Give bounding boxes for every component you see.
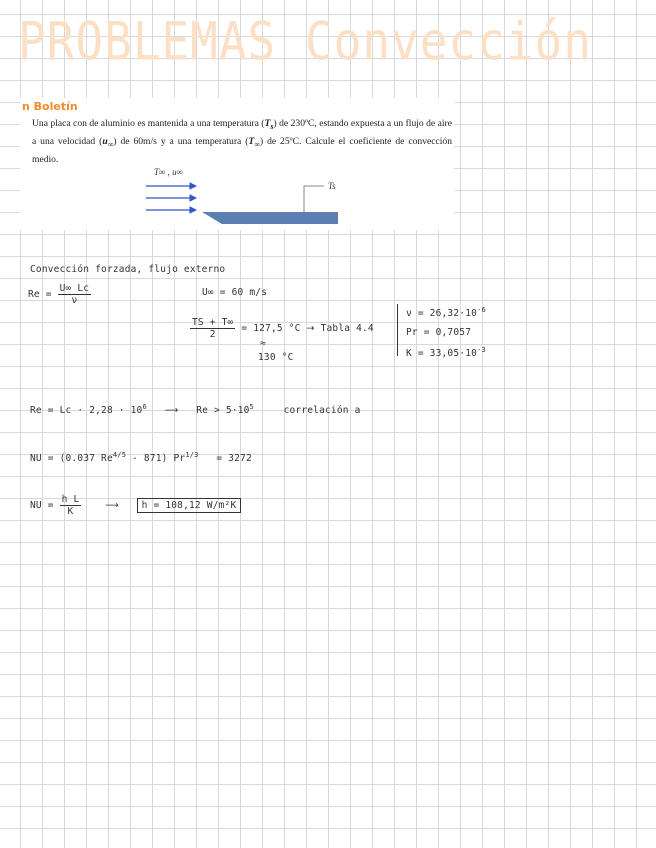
- flow-arrows: [146, 183, 196, 213]
- statement-part: ) de 25ºC. Calcule el coeficiente de convección medio.: [32, 135, 453, 165]
- statement-part: ) de 230ºC, estando expuesta a un flujo de aire a una velocidad (: [32, 118, 452, 147]
- statement-part: Una placa con de aluminio es mantenida a una temperatura (: [32, 118, 265, 129]
- final-answer: h = 108,12 W/m²K: [137, 498, 242, 513]
- surface-label: Ts: [328, 181, 336, 191]
- flow-label: T∞ , u∞: [154, 167, 184, 177]
- prandtl-number: Pr = 0,7057: [406, 327, 472, 338]
- rounded-temperature: 130 °C: [258, 352, 294, 363]
- problem-label: n Boletín: [22, 100, 78, 113]
- air-velocity: U∞ = 60 m/s: [202, 287, 268, 298]
- notes-heading: Convección forzada, flujo externo: [30, 264, 226, 275]
- film-temperature: $\frac{TS + T\infty}{2}$ = 127,5 °C → Tabla 4.4: [192, 317, 374, 340]
- var-tinf: $T_\infty$: [248, 135, 260, 149]
- problem-statement: [32, 116, 452, 167]
- kinematic-viscosity: $\nu = 26,32\cdot 10^{-6}$: [406, 306, 486, 320]
- plate-diagram: [138, 166, 368, 230]
- nusselt-correlation: NU = (0.037 $Re^{4/5} - 871$) $Pr^{1/3}$ = 3272: [30, 451, 252, 465]
- surface-leader: [304, 186, 324, 212]
- var-ts: $T_s$: [264, 118, 274, 131]
- problem-card: [20, 98, 454, 230]
- property-divider: [397, 304, 398, 356]
- approx-sign: ≈: [260, 338, 266, 349]
- aluminum-plate: [202, 212, 338, 224]
- reynolds-result: $Re = Lc \cdot 2,28 \cdot 10^6$ ⟶ $Re > 5\cdot 10^5$ correlación a: [30, 403, 361, 417]
- reynolds-definition: Re = $\frac{U\infty Lc}{\nu}$: [28, 283, 90, 306]
- statement-part: ) de 60m/s y a una temperatura (: [113, 135, 249, 147]
- nusselt-definition: NU = $\frac{\text{h L}}{K}$ ⟶ h = 108,12 W/m²K: [30, 494, 241, 517]
- thermal-conductivity: $K = 33,05\cdot 10^{-3}$: [406, 346, 486, 360]
- page-title: PROBLEMAS Convección: [18, 10, 592, 73]
- var-uinf: $u_\infty$: [102, 135, 114, 149]
